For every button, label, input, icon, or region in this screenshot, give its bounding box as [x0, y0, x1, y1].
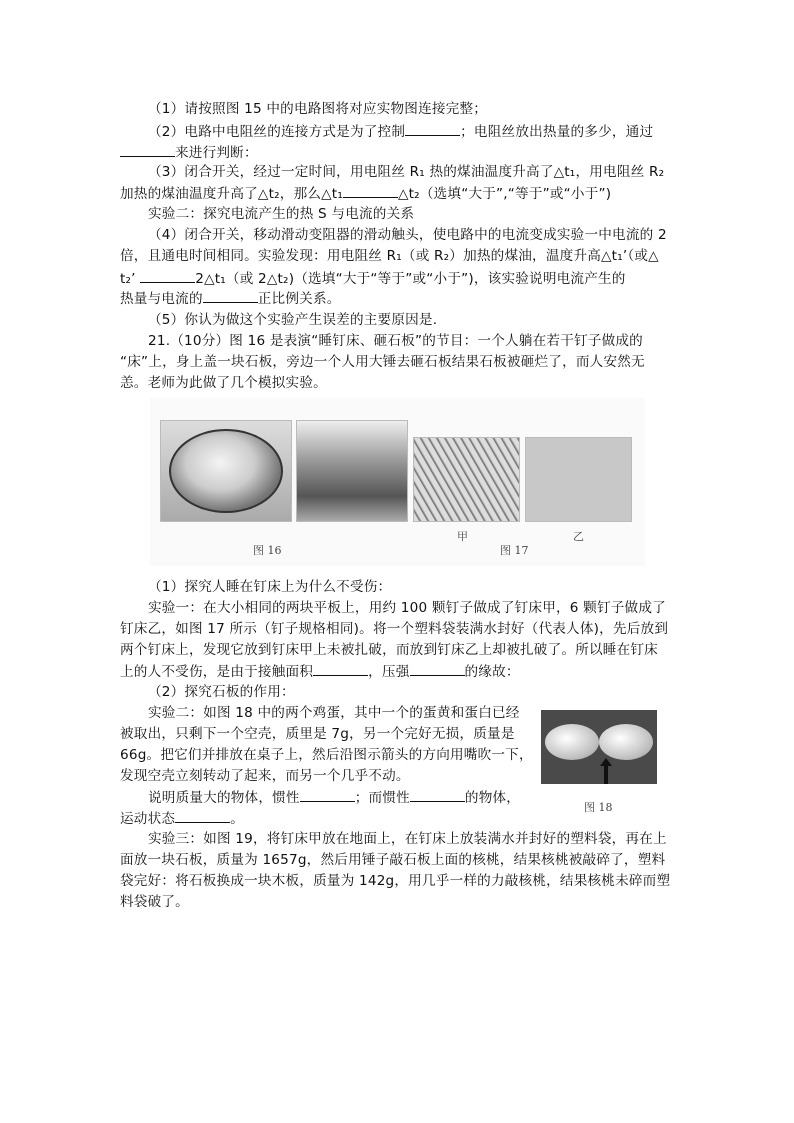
- caption-yi: 乙: [573, 530, 584, 543]
- text-line: [120, 872, 670, 890]
- text-segment: 的缘故：: [464, 664, 520, 680]
- answer-blank[interactable]: [343, 184, 398, 198]
- text-line: [120, 374, 327, 392]
- text-segment: 倍，且通电时间相同。实验发现：用电阻丝 R₁（或 R₂）加热的煤油，温度升高△t₁’（或△: [120, 248, 659, 264]
- text-segment: ，压强: [368, 664, 410, 680]
- text-segment: 。: [230, 811, 244, 827]
- text-segment: 袋完好：将石板换成一块木板，质量为 142g，用几乎一样的力敲核桃，结果核桃未碎而塑: [120, 873, 671, 889]
- text-segment: （2）探究石板的作用：: [148, 684, 295, 700]
- caption-fig18: 图 18: [584, 801, 613, 814]
- text-segment: ；而惯性: [354, 790, 410, 806]
- answer-blank[interactable]: [410, 788, 465, 802]
- text-line: [148, 830, 667, 848]
- text-segment: 说明质量大的物体，惯性: [148, 790, 300, 806]
- text-segment: 被取出，只剩下一个空壳，质里是 7g，另一个完好无损，质量是: [120, 726, 515, 742]
- photo-performance: [296, 420, 408, 522]
- text-segment: 66g。把它们并排放在桌子上，然后沿图示箭头的方向用嘴吹一下，: [120, 747, 533, 763]
- text-segment: （1）请按照图 15 中的电路图将对应实物图连接完整；: [148, 101, 488, 117]
- text-segment: △t₂（选填“大于”,“等于”或“小于”): [398, 186, 612, 202]
- text-segment: 实验二：探究电流产生的热 S 与电流的关系: [148, 206, 415, 222]
- text-segment: 发现空壳立刻转动了起来，而另一个几乎不动。: [120, 768, 410, 784]
- text-line: [120, 893, 189, 911]
- text-segment: 实验二：如图 18 中的两个鸡蛋，其中一个的蛋黄和蛋白已经: [148, 705, 520, 721]
- answer-blank[interactable]: [313, 662, 368, 676]
- figure-16-17: [150, 398, 645, 566]
- text-line: [120, 620, 668, 638]
- text-line: [120, 662, 520, 681]
- text-segment: ；电阻丝放出热量的多少，通过: [460, 124, 654, 140]
- text-segment: 2△t₁（或 2△t₂)（选填“大于“等于”或“小于”)，该实验说明电流产生的: [195, 271, 626, 287]
- text-line: [120, 289, 341, 308]
- photo-nail-bed-yi: [525, 437, 632, 522]
- answer-blank[interactable]: [300, 788, 355, 802]
- text-line: [120, 809, 244, 828]
- text-line: [148, 332, 643, 350]
- text-segment: 来进行判断：: [175, 145, 258, 161]
- text-line: [148, 205, 414, 223]
- text-line: [120, 851, 665, 869]
- caption-fig16: 图 16: [253, 544, 282, 557]
- text-line: [120, 725, 515, 743]
- text-line: [120, 247, 659, 265]
- answer-blank[interactable]: [140, 269, 195, 283]
- text-segment: （4）闭合开关，移动滑动变阻器的滑动触头，使电路中的电流变成实验一中电流的 2: [148, 227, 667, 243]
- text-segment: 的物体，: [464, 790, 521, 806]
- text-line: [148, 683, 295, 701]
- text-line: [148, 100, 487, 118]
- text-segment: （5）你认为做这个实验产生误差的主要原因是.: [148, 312, 438, 328]
- text-line: [148, 788, 520, 807]
- arrow-icon: [600, 758, 612, 766]
- text-line: [148, 163, 664, 181]
- text-line: [148, 578, 391, 596]
- photo-nail-bed-jia: [413, 437, 520, 522]
- text-line: [148, 599, 666, 617]
- photo-nail-bed-closeup: [160, 420, 292, 522]
- text-segment: （1）探究人睡在钉床上为什么不受伤：: [148, 579, 392, 595]
- text-segment: 实验三：如图 19，将钉床甲放在地面上，在钉床上放装满水并封好的塑料袋，再在上: [148, 831, 667, 847]
- text-segment: 两个钉床上，发现它放到钉床甲上未被扎破，而放到钉床乙上却被扎破了。所以睡在钉床: [120, 642, 658, 658]
- text-segment: 热量与电流的: [120, 291, 203, 307]
- text-segment: 运动状态: [120, 811, 176, 827]
- text-segment: t₂’: [120, 271, 141, 287]
- text-line: [120, 641, 658, 659]
- text-segment: 正比例关系。: [257, 291, 341, 307]
- answer-blank[interactable]: [175, 809, 230, 823]
- text-line: [120, 184, 611, 203]
- text-segment: 面放一块石板，质量为 1657g，然后用锤子敲石板上面的核桃，结果核桃被敲碎了，塑料: [120, 852, 666, 868]
- text-line: [120, 767, 410, 785]
- text-line: [148, 311, 437, 329]
- text-segment: 上的人不受伤，是由于接触面积: [120, 664, 314, 680]
- text-segment: （3）闭合开关，经过一定时间，用电阻丝 R₁ 热的煤油温度升高了△t₁，用电阻丝 R₂: [148, 164, 665, 180]
- text-line: [120, 269, 626, 288]
- text-line: [148, 704, 520, 722]
- text-line: [120, 143, 258, 162]
- answer-blank[interactable]: [405, 122, 460, 136]
- caption-fig17: 图 17: [500, 544, 529, 557]
- photo-eggs: [541, 710, 657, 784]
- caption-jia: 甲: [457, 530, 468, 543]
- text-segment: 料袋破了。: [120, 894, 189, 910]
- text-line: [120, 353, 645, 371]
- text-line: [120, 746, 533, 764]
- text-line: [148, 122, 653, 141]
- text-segment: 钉床乙，如图 17 所示（钉子规格相同)。将一个塑料袋装满水封好（代表人体)，先后放到: [120, 621, 669, 637]
- answer-blank[interactable]: [410, 662, 465, 676]
- answer-blank[interactable]: [120, 143, 175, 157]
- text-segment: 实验一：在大小相同的两块平板上，用约 100 颗钉子做成了钉床甲，6 颗钉子做成了: [148, 600, 666, 616]
- text-segment: （2）电路中电阻丝的连接方式是为了控制: [148, 124, 406, 140]
- text-segment: “床”上，身上盖一块石板，旁边一个人用大锤去砸石板结果石板被砸烂了，而人安然无: [120, 354, 645, 370]
- text-segment: 21.（10分）图 16 是表演“睡钉床、砸石板”的节目：一个人躺在若干钉子做成的: [148, 333, 643, 349]
- text-line: [148, 226, 667, 244]
- answer-blank[interactable]: [203, 289, 258, 303]
- text-segment: 恙。老师为此做了几个模拟实验。: [120, 375, 327, 391]
- text-segment: 加热的煤油温度升高了△t₂，那么△t₁: [120, 186, 343, 202]
